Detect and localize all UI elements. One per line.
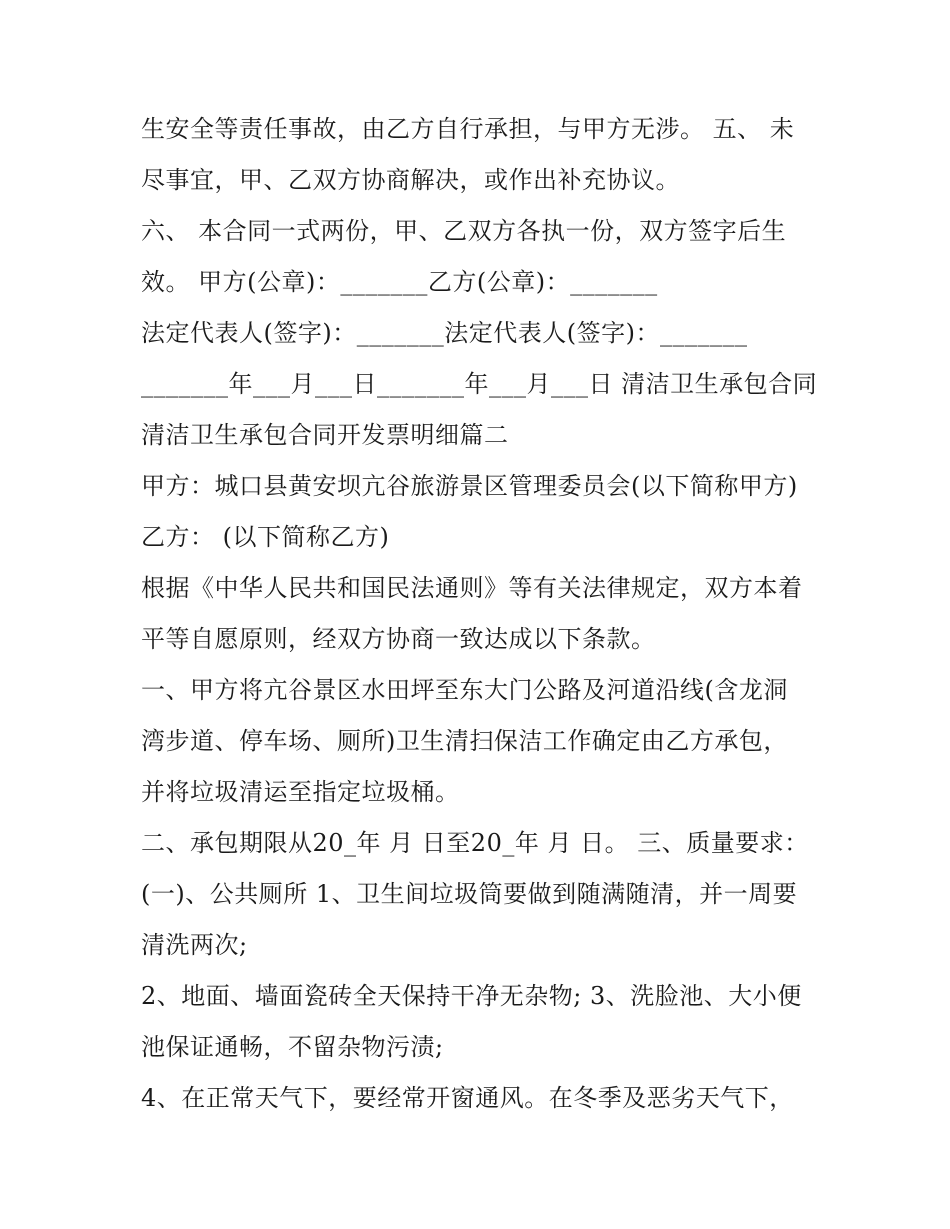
text-line: 尽事宜，甲、乙双方协商解决，或作出补充协议。 [141, 166, 680, 194]
text-line: 平等自愿原则，经双方协商一致达成以下条款。 [141, 625, 656, 653]
clause-line: 池保证通畅，不留杂物污渍; [141, 1033, 444, 1061]
clause-line: 湾步道、停车场、厕所)卫生清扫保洁工作确定由乙方承包， [141, 727, 788, 755]
section-title-line: 清洁卫生承包合同开发票明细篇二 [141, 421, 509, 449]
party-b-line: 乙方： (以下简称乙方) [141, 523, 390, 551]
clause-line: 二、承包期限从20_年 月 日至20_年 月 日。 三、质量要求： [141, 829, 809, 857]
text-line: _______年___月___日_______年___月___日 清洁卫生承包合同 [141, 370, 818, 398]
text-line: 效。 甲方(公章)：_______乙方(公章)：_______ [141, 268, 658, 296]
clause-line: 清洗两次; [141, 931, 248, 959]
document-body [141, 104, 821, 1124]
text-line: 法定代表人(签字)：_______法定代表人(签字)：_______ [141, 319, 748, 347]
clause-line: (一)、公共厕所 1、卫生间垃圾筒要做到随满随清，并一周要 [141, 880, 798, 908]
clause-line: 一、甲方将亢谷景区水田坪至东大门公路及河道沿线(含龙洞 [141, 676, 788, 704]
clause-line: 2、地面、墙面瓷砖全天保持干净无杂物; 3、洗脸池、大小便 [141, 982, 802, 1010]
clause-line: 并将垃圾清运至指定垃圾桶。 [141, 778, 460, 806]
party-a-line: 甲方：城口县黄安坝亢谷旅游景区管理委员会(以下简称甲方) [141, 472, 798, 500]
text-line: 根据《中华人民共和国民法通则》等有关法律规定，双方本着 [141, 574, 803, 602]
clause-line: 4、在正常天气下，要经常开窗通风。在冬季及恶劣天气下， [141, 1084, 794, 1112]
text-line: 生安全等责任事故，由乙方自行承担，与甲方无涉。 五、 未 [141, 115, 795, 143]
text-line: 六、 本合同一式两份，甲、乙双方各执一份，双方签字后生 [141, 217, 787, 245]
